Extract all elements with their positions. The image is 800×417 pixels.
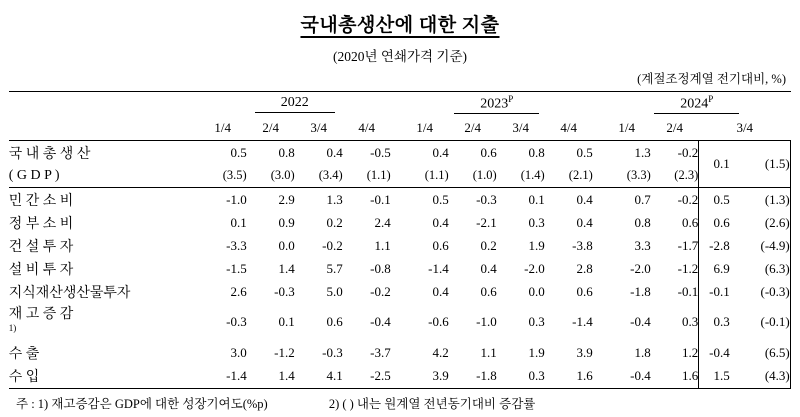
gap-6: [593, 141, 603, 165]
row-label-imports: 수 입: [9, 365, 199, 389]
gap: [391, 257, 401, 280]
cell: (3.3): [626, 168, 651, 182]
cell: 0.3: [681, 314, 699, 330]
cell: -3.7: [370, 345, 391, 361]
cell: (3.5): [222, 168, 247, 182]
cell: 0.3: [497, 365, 545, 389]
row-label-private-consumption: 민 간 소 비: [9, 188, 199, 212]
cell: 0.8: [497, 141, 545, 165]
cell: -0.6: [428, 314, 449, 330]
cell: 0.2: [480, 237, 497, 253]
gap: [593, 234, 603, 257]
cell: 0.2: [326, 214, 343, 230]
row-label-exports: 수 출: [8, 347, 40, 363]
cell: 1.4: [247, 365, 295, 389]
cell: 0.4: [480, 260, 497, 276]
cell: 2.6: [230, 283, 247, 299]
page-subtitle: (2020년 연쇄가격 기준): [332, 49, 468, 64]
footnotes: [0, 394, 800, 412]
row-label-government-consumption: 정 부 소 비: [8, 216, 74, 232]
qhead-2024-q3: 3/4: [736, 120, 754, 135]
cell: -1.2: [677, 260, 699, 276]
year-header-2023: $2023^P$: [401, 92, 593, 117]
cell: -0.8: [370, 260, 391, 276]
gap-5: [391, 141, 401, 165]
cell: -1.0: [199, 188, 247, 212]
qhead-2022-q1: 1/4: [214, 120, 232, 135]
cell: 0.6: [449, 141, 497, 165]
gap: [593, 257, 603, 280]
highlight-box: 0.6 (2.6): [699, 211, 791, 234]
gap: [593, 365, 603, 389]
cell: 0.4: [432, 283, 449, 299]
highlight-box: -0.1 (-0.3): [699, 280, 791, 303]
cell: -0.2: [370, 283, 391, 299]
table-row: [9, 141, 791, 165]
qhead-2024-q1: 1/4: [618, 120, 636, 135]
cell: 4.1: [295, 365, 343, 389]
cell: 0.6: [681, 214, 699, 230]
cell: 0.1: [497, 188, 545, 212]
cell: -0.4: [630, 314, 651, 330]
cell: 2.4: [374, 214, 391, 230]
unit-note: (계절조정계열 전기대비, %): [637, 72, 786, 86]
highlight-box: 6.9 (6.3): [699, 257, 791, 280]
gap: [391, 280, 401, 303]
cell: -0.3: [322, 345, 343, 361]
gap: [391, 342, 401, 365]
cell: 0.6: [480, 283, 497, 299]
table-row: [9, 342, 791, 365]
cell: -1.8: [449, 365, 497, 389]
cell: 3.0: [230, 345, 247, 361]
qhead-2023-q3: 3/4: [512, 120, 530, 135]
cell: 0.4: [545, 188, 593, 212]
qhead-2022-q4: 4/4: [358, 120, 376, 135]
cell: -0.1: [677, 283, 699, 299]
table-row: [9, 257, 791, 280]
row-label-ip-products-investment: 지식재산생산물투자: [8, 285, 131, 301]
gap-3: [391, 116, 401, 141]
cell: 1.4: [278, 260, 295, 276]
cell: -0.2: [322, 237, 343, 253]
gap: [593, 188, 603, 212]
footnote-2: 2) ( ) 내는 원계열 전년동기대비 증감률: [328, 396, 536, 411]
gap: [593, 280, 603, 303]
cell: 3.9: [576, 345, 593, 361]
cell: 1.6: [545, 365, 593, 389]
cell: 1.3: [295, 188, 343, 212]
cell: -0.4: [603, 365, 651, 389]
qhead-2022-q2: 2/4: [262, 120, 280, 135]
cell: -0.5: [343, 141, 391, 165]
cell: (2.1): [568, 168, 593, 182]
qhead-2022-q3: 3/4: [310, 120, 328, 135]
cell: 1.3: [603, 141, 651, 165]
cell: 2.8: [576, 260, 593, 276]
cell: 0.4: [432, 214, 449, 230]
cell: 3.9: [401, 365, 449, 389]
cell: 0.8: [634, 214, 651, 230]
table-row: [9, 365, 791, 389]
cell: -0.3: [274, 283, 295, 299]
cell: -1.2: [274, 345, 295, 361]
cell: -2.5: [343, 365, 391, 389]
cell: -2.0: [630, 260, 651, 276]
cell: -3.3: [226, 237, 247, 253]
cell: -1.0: [476, 314, 497, 330]
cell: 0.8: [247, 141, 295, 165]
cell: -0.2: [651, 188, 699, 212]
cell: 0.6: [576, 283, 593, 299]
gap: [391, 365, 401, 389]
highlight-box: -2.8 (-4.9): [699, 234, 791, 257]
gap-8: [593, 164, 603, 188]
cell: 1.9: [528, 237, 545, 253]
cell: 0.7: [603, 188, 651, 212]
cell: (3.0): [270, 168, 295, 182]
cell: -0.2: [651, 141, 699, 165]
cell: -0.4: [370, 314, 391, 330]
quarter-header-row: [9, 116, 791, 141]
cell: -1.8: [630, 283, 651, 299]
table-row: [9, 211, 791, 234]
row-label-inventory-change: 재 고 증 감 $^{1)}$: [8, 307, 74, 333]
cell: -2.1: [476, 214, 497, 230]
cell: 1.6: [651, 365, 699, 389]
qhead-2023-q1: 1/4: [416, 120, 434, 135]
cell: -1.4: [199, 365, 247, 389]
row-label-gdp-sub: ( G D P ): [8, 167, 60, 183]
table-row: [9, 280, 791, 303]
year-header-2022: 2022: [199, 92, 391, 117]
table-row: [9, 234, 791, 257]
page-title: 국내총생산에 대한 지출: [300, 15, 500, 36]
gap-7: [391, 164, 401, 188]
qhead-2024-q2: 2/4: [666, 120, 684, 135]
cell: -0.3: [226, 314, 247, 330]
gap: [391, 211, 401, 234]
cell: 0.0: [528, 283, 545, 299]
cell: -1.5: [226, 260, 247, 276]
gap: [391, 188, 401, 212]
cell: 2.9: [247, 188, 295, 212]
cell: 0.3: [528, 214, 545, 230]
cell: 0.4: [576, 214, 593, 230]
row-label-gdp: 국 내 총 생 산: [9, 141, 199, 165]
cell: 1.2: [681, 345, 699, 361]
cell: (3.4): [318, 168, 343, 182]
gap: [593, 211, 603, 234]
cell: 0.6: [326, 314, 343, 330]
cell: (2.3): [674, 168, 699, 182]
gap: [593, 342, 603, 365]
cell: 0.1: [230, 214, 247, 230]
highlight-box: 0.3 (-0.1): [699, 303, 791, 342]
cell: 0.5: [545, 141, 593, 165]
quarter-blank: [9, 116, 199, 141]
document-page: [0, 10, 800, 417]
row-label-construction-investment: 건 설 투 자: [8, 239, 74, 255]
gap-4: [593, 116, 603, 141]
footnote-1: 주 : 1) 재고증감은 GDP에 대한 성장기여도(%p): [16, 396, 268, 411]
year-header-row: [9, 92, 791, 117]
cell: 4.2: [432, 345, 449, 361]
table-row: [9, 303, 791, 342]
cell: -3.8: [572, 237, 593, 253]
cell: -0.3: [449, 188, 497, 212]
highlight-box: -0.4 (6.5): [699, 342, 791, 365]
cell: 0.5: [199, 141, 247, 165]
corner-blank: [9, 92, 199, 117]
gap-2: [593, 92, 603, 117]
highlight-box-gdp: 0.1 (1.5): [699, 141, 791, 188]
cell: 0.5: [401, 188, 449, 212]
qhead-2023-q2: 2/4: [464, 120, 482, 135]
cell: 1.1: [374, 237, 391, 253]
cell: (1.1): [424, 168, 449, 182]
cell: (1.1): [366, 168, 391, 182]
cell: 0.1: [278, 314, 295, 330]
cell: 1.1: [480, 345, 497, 361]
cell: -2.0: [524, 260, 545, 276]
cell: 0.4: [401, 141, 449, 165]
highlight-box: 1.5 (4.3): [699, 365, 791, 389]
cell: -1.4: [572, 314, 593, 330]
table-row: [9, 188, 791, 212]
row-label-facilities-investment: 설 비 투 자: [8, 262, 74, 278]
cell: 0.9: [278, 214, 295, 230]
gap: [391, 234, 401, 257]
cell: -1.4: [428, 260, 449, 276]
cell: -0.1: [343, 188, 391, 212]
year-header-2024: $2024^P$: [603, 92, 791, 117]
gap: [593, 303, 603, 342]
cell: (1.0): [472, 168, 497, 182]
cell: 1.9: [528, 345, 545, 361]
cell: 5.7: [326, 260, 343, 276]
cell: 3.3: [634, 237, 651, 253]
cell: 0.0: [278, 237, 295, 253]
gap-1: [391, 92, 401, 117]
cell: 0.4: [295, 141, 343, 165]
gdp-expenditure-table: [9, 91, 792, 389]
table-row: [9, 164, 791, 188]
cell: 0.6: [432, 237, 449, 253]
highlight-box: 0.5 (1.3): [699, 188, 791, 212]
gap: [391, 303, 401, 342]
cell: (1.4): [520, 168, 545, 182]
cell: 5.0: [326, 283, 343, 299]
cell: -1.7: [677, 237, 699, 253]
cell: 1.8: [634, 345, 651, 361]
qhead-2023-q4: 4/4: [560, 120, 578, 135]
cell: 0.3: [528, 314, 545, 330]
